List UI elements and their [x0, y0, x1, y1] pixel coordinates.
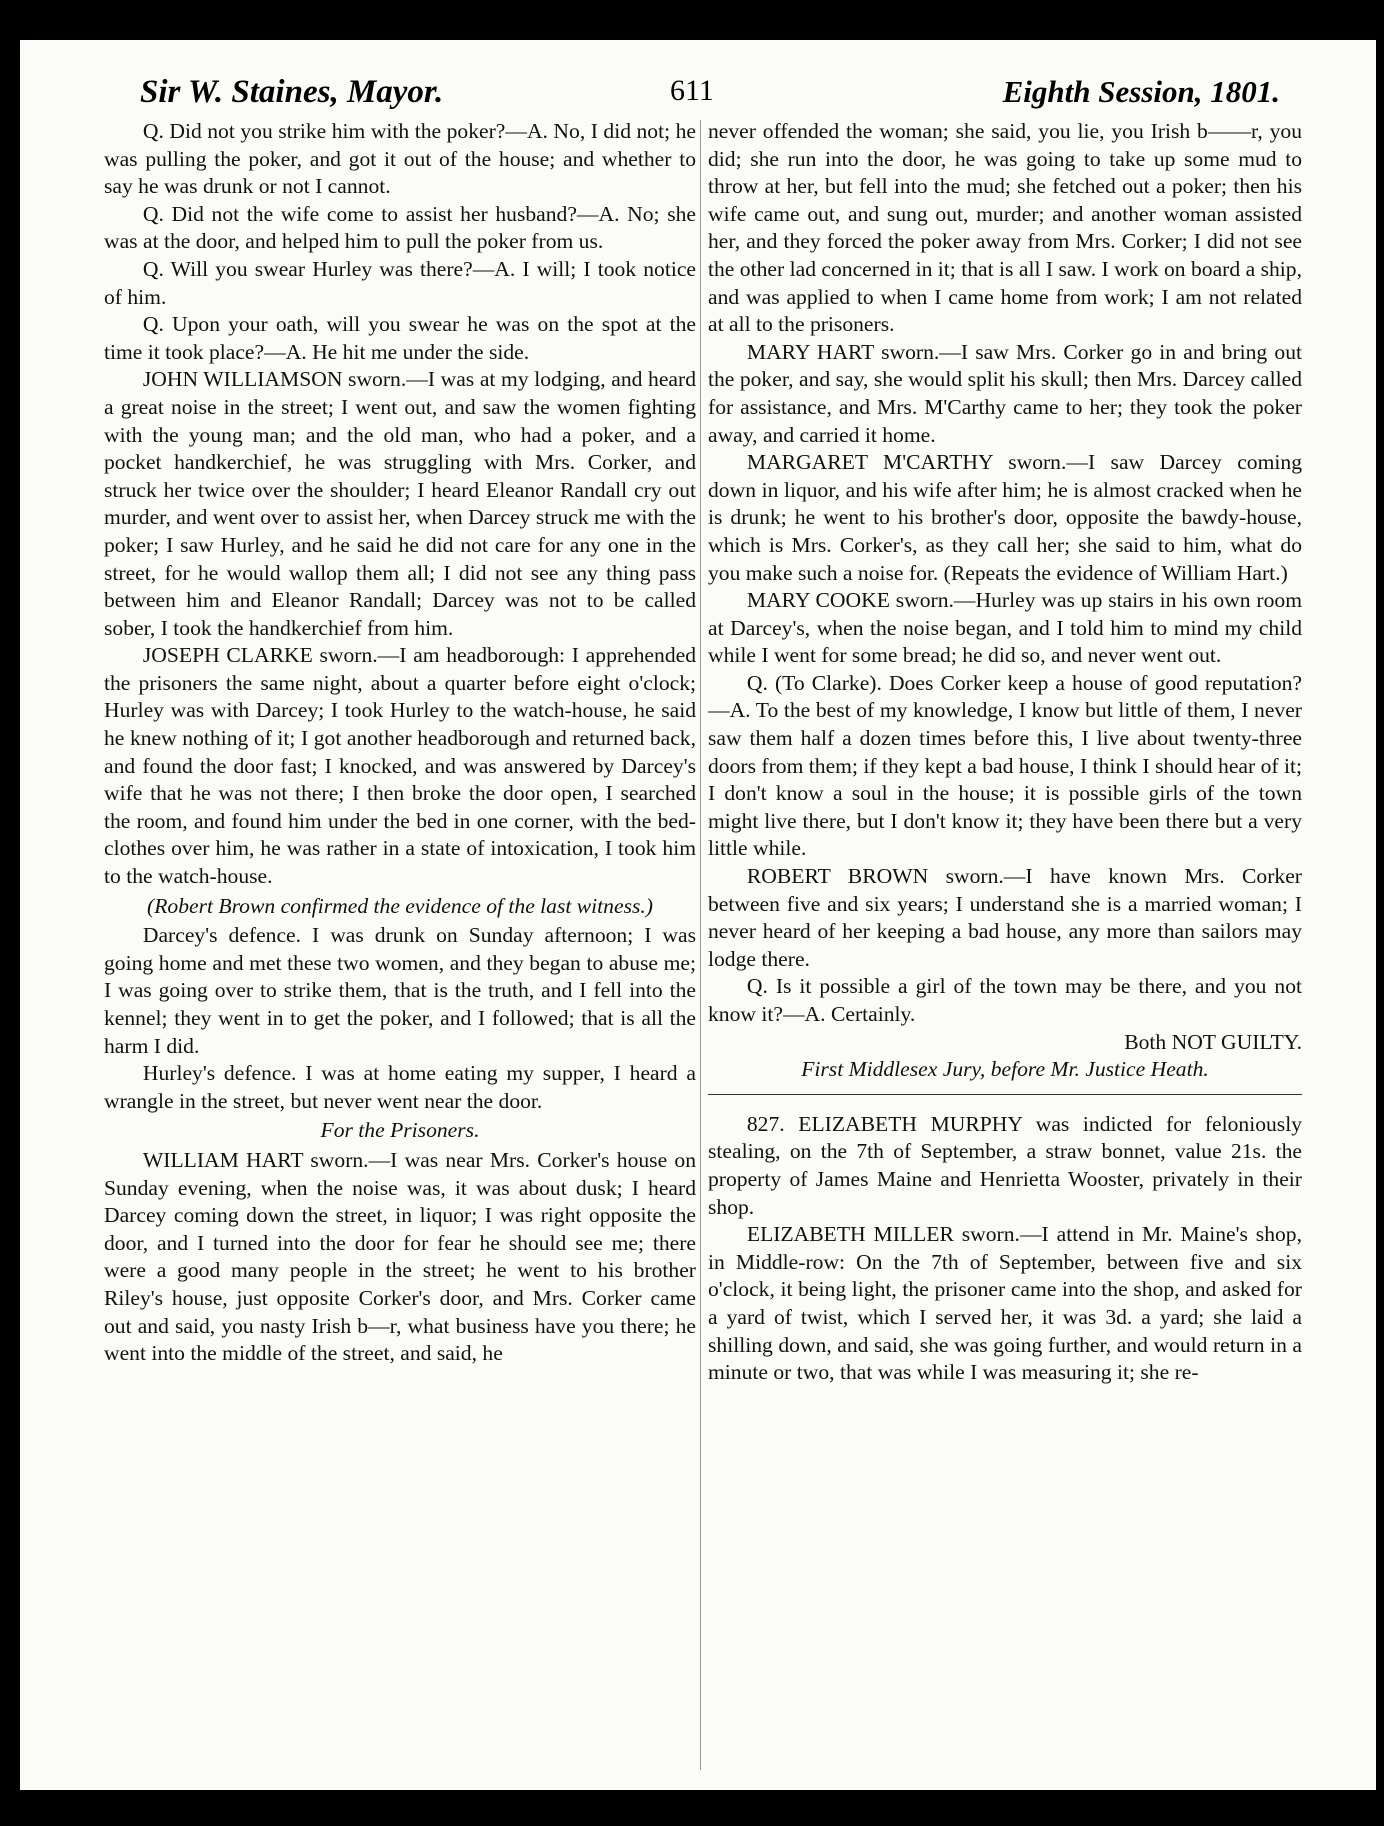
header-mayor: Sir W. Staines, Mayor.: [140, 74, 444, 110]
right-column: [708, 118, 1302, 1387]
paragraph: Q. Did not you strike him with the poker?—A. No, I did not; he was pulling the poker, and got it out of the house; and whether to say he was drunk or not I cannot.: [104, 119, 696, 199]
paragraph: never offended the woman; she said, you lie, you Irish b——r, you did; she run into the door, he was going to take up some mud to throw at her, but fell into the mud; she fetched out a poker; then his wife came out, and sung out, murder; and another woman assisted her, and they forced the poker away from Mrs. Corker; I did not see the other lad concerned in it; that is all I saw. I work on board a ship, and was applied to when I came home from work; I am not related at all to the prisoners.: [708, 119, 1302, 337]
column-divider: [700, 120, 701, 1770]
paragraph: For the Prisoners.: [320, 1118, 480, 1143]
paragraph: Q. (To Clarke). Does Corker keep a house of good reputation?—A. To the best of my knowledge, I know but little of them, I never saw them half a dozen times before this, I live about twenty-three doors from them; if they kept a bad house, I think I should hear of it; I don't know a soul in the house; it is possible girls of the town might live there, but I don't know it; they have been there but a very little while.: [708, 670, 1302, 861]
paragraph: Hurley's defence. I was at home eating my supper, I heard a wrangle in the street, but never went near the door.: [104, 1061, 696, 1113]
paragraph: Q. Will you swear Hurley was there?—A. I will; I took notice of him.: [104, 256, 696, 309]
paragraph: JOSEPH CLARKE sworn.—I am headborough: I apprehended the prisoners the same night, about a quarter before eight o'clock; Hurley was with Darcey; I took Hurley to the watch-house, he said he knew nothing of it; I got another headborough and returned back, and found the door fast; I knocked, and was answered by Darcey's wife that he was not there; I then broke the door open, I searched the room, and found him under the bed in one corner, with the bed-clothes over him, he was rather in a state of intoxication, I took him to the watch-house.: [104, 643, 696, 889]
paragraph: (Robert Brown confirmed the evidence of the last witness.): [147, 893, 653, 918]
paragraph: ELIZABETH MILLER sworn.—I attend in Mr. Maine's shop, in Middle-row: On the 7th of September, between five and six o'clock, it being light, the prisoner came into the shop, and asked for a yard of twist, which I served her, it was 3d. a yard; she laid a shilling down, and said, she was going further, and would return in a minute or two, that was while I was measuring it; she re-: [708, 1222, 1302, 1385]
left-column: [104, 118, 696, 1368]
paragraph: MARGARET M'CARTHY sworn.—I saw Darcey coming down in liquor, and his wife after him; he is almost cracked when he is drunk; he went to his brother's door, opposite the bawdy-house, which is Mrs. Corker's, as they call her; she said to him, what do you make such a noise for. (Repeats the evidence of William Hart.): [708, 450, 1302, 585]
paragraph: Both NOT GUILTY.: [1124, 1029, 1302, 1054]
paragraph: WILLIAM HART sworn.—I was near Mrs. Corker's house on Sunday evening, when the noise was, it was about dusk; I heard Darcey coming down the street, in liquor; I was right opposite the door, and I turned into the door for fear he should see me; there were a good many people in the street; he went to his brother Riley's house, just opposite Corker's door, and Mrs. Corker came out and said, you nasty Irish b—r, what business have you there; he went into the middle of the street, and said, he: [104, 1147, 696, 1366]
page-number: 611: [670, 74, 714, 107]
paragraph: Darcey's defence. I was drunk on Sunday afternoon; I was going home and met these two women, and they began to abuse me; I was going over to strike them, that is the truth, and I fell into the kennel; they went in to get the poker, and I followed; that is all the harm I did.: [104, 923, 696, 1058]
paragraph: Q. Did not the wife come to assist her husband?—A. No; she was at the door, and helped him to pull the poker from us.: [104, 201, 696, 254]
paragraph: 827. ELIZABETH MURPHY was indicted for feloniously stealing, on the 7th of September, a straw bonnet, value 21s. the property of James Maine and Henrietta Wooster, privately in their shop.: [708, 1111, 1302, 1219]
paragraph: Q. Upon your oath, will you swear he was on the spot at the time it took place?—A. He hit me under the side.: [104, 312, 696, 364]
page-header: [120, 74, 1280, 118]
paragraph: First Middlesex Jury, before Mr. Justice Heath.: [801, 1057, 1209, 1082]
paragraph: ROBERT BROWN sworn.—I have known Mrs. Corker between five and six years; I understand she is a married woman; I never heard of her keeping a bad house, any more than sailors may lodge there.: [708, 864, 1302, 971]
section-rule: [708, 1094, 1302, 1095]
header-session: Eighth Session, 1801.: [1002, 74, 1280, 109]
document-page: [20, 40, 1376, 1790]
paragraph: MARY HART sworn.—I saw Mrs. Corker go in and bring out the poker, and say, she would split his skull; then Mrs. Darcey called for assistance, and Mrs. M'Carthy came to her; they took the poker away, and carried it home.: [708, 339, 1302, 447]
paragraph: JOHN WILLIAMSON sworn.—I was at my lodging, and heard a great noise in the street; I went out, and saw the women fighting with the young man; and the old man, who had a poker, and a pocket handkerchief, he was struggling with Mrs. Corker, and struck her twice over the shoulder; I heard Eleanor Randall cry out murder, and went over to assist her, when Darcey struck me with the poker; I saw Hurley, and he said he did not care for any one in the street, for he would wallop them all; I did not see any thing pass between him and Eleanor Randall; Darcey was not to be called sober, I took the handkerchief from him.: [104, 367, 696, 640]
paragraph: MARY COOKE sworn.—Hurley was up stairs in his own room at Darcey's, when the noise began, and I told him to mind my child while I went for some bread; he did so, and never went out.: [708, 588, 1302, 668]
paragraph: Q. Is it possible a girl of the town may be there, and you not know it?—A. Certainly.: [708, 974, 1302, 1026]
